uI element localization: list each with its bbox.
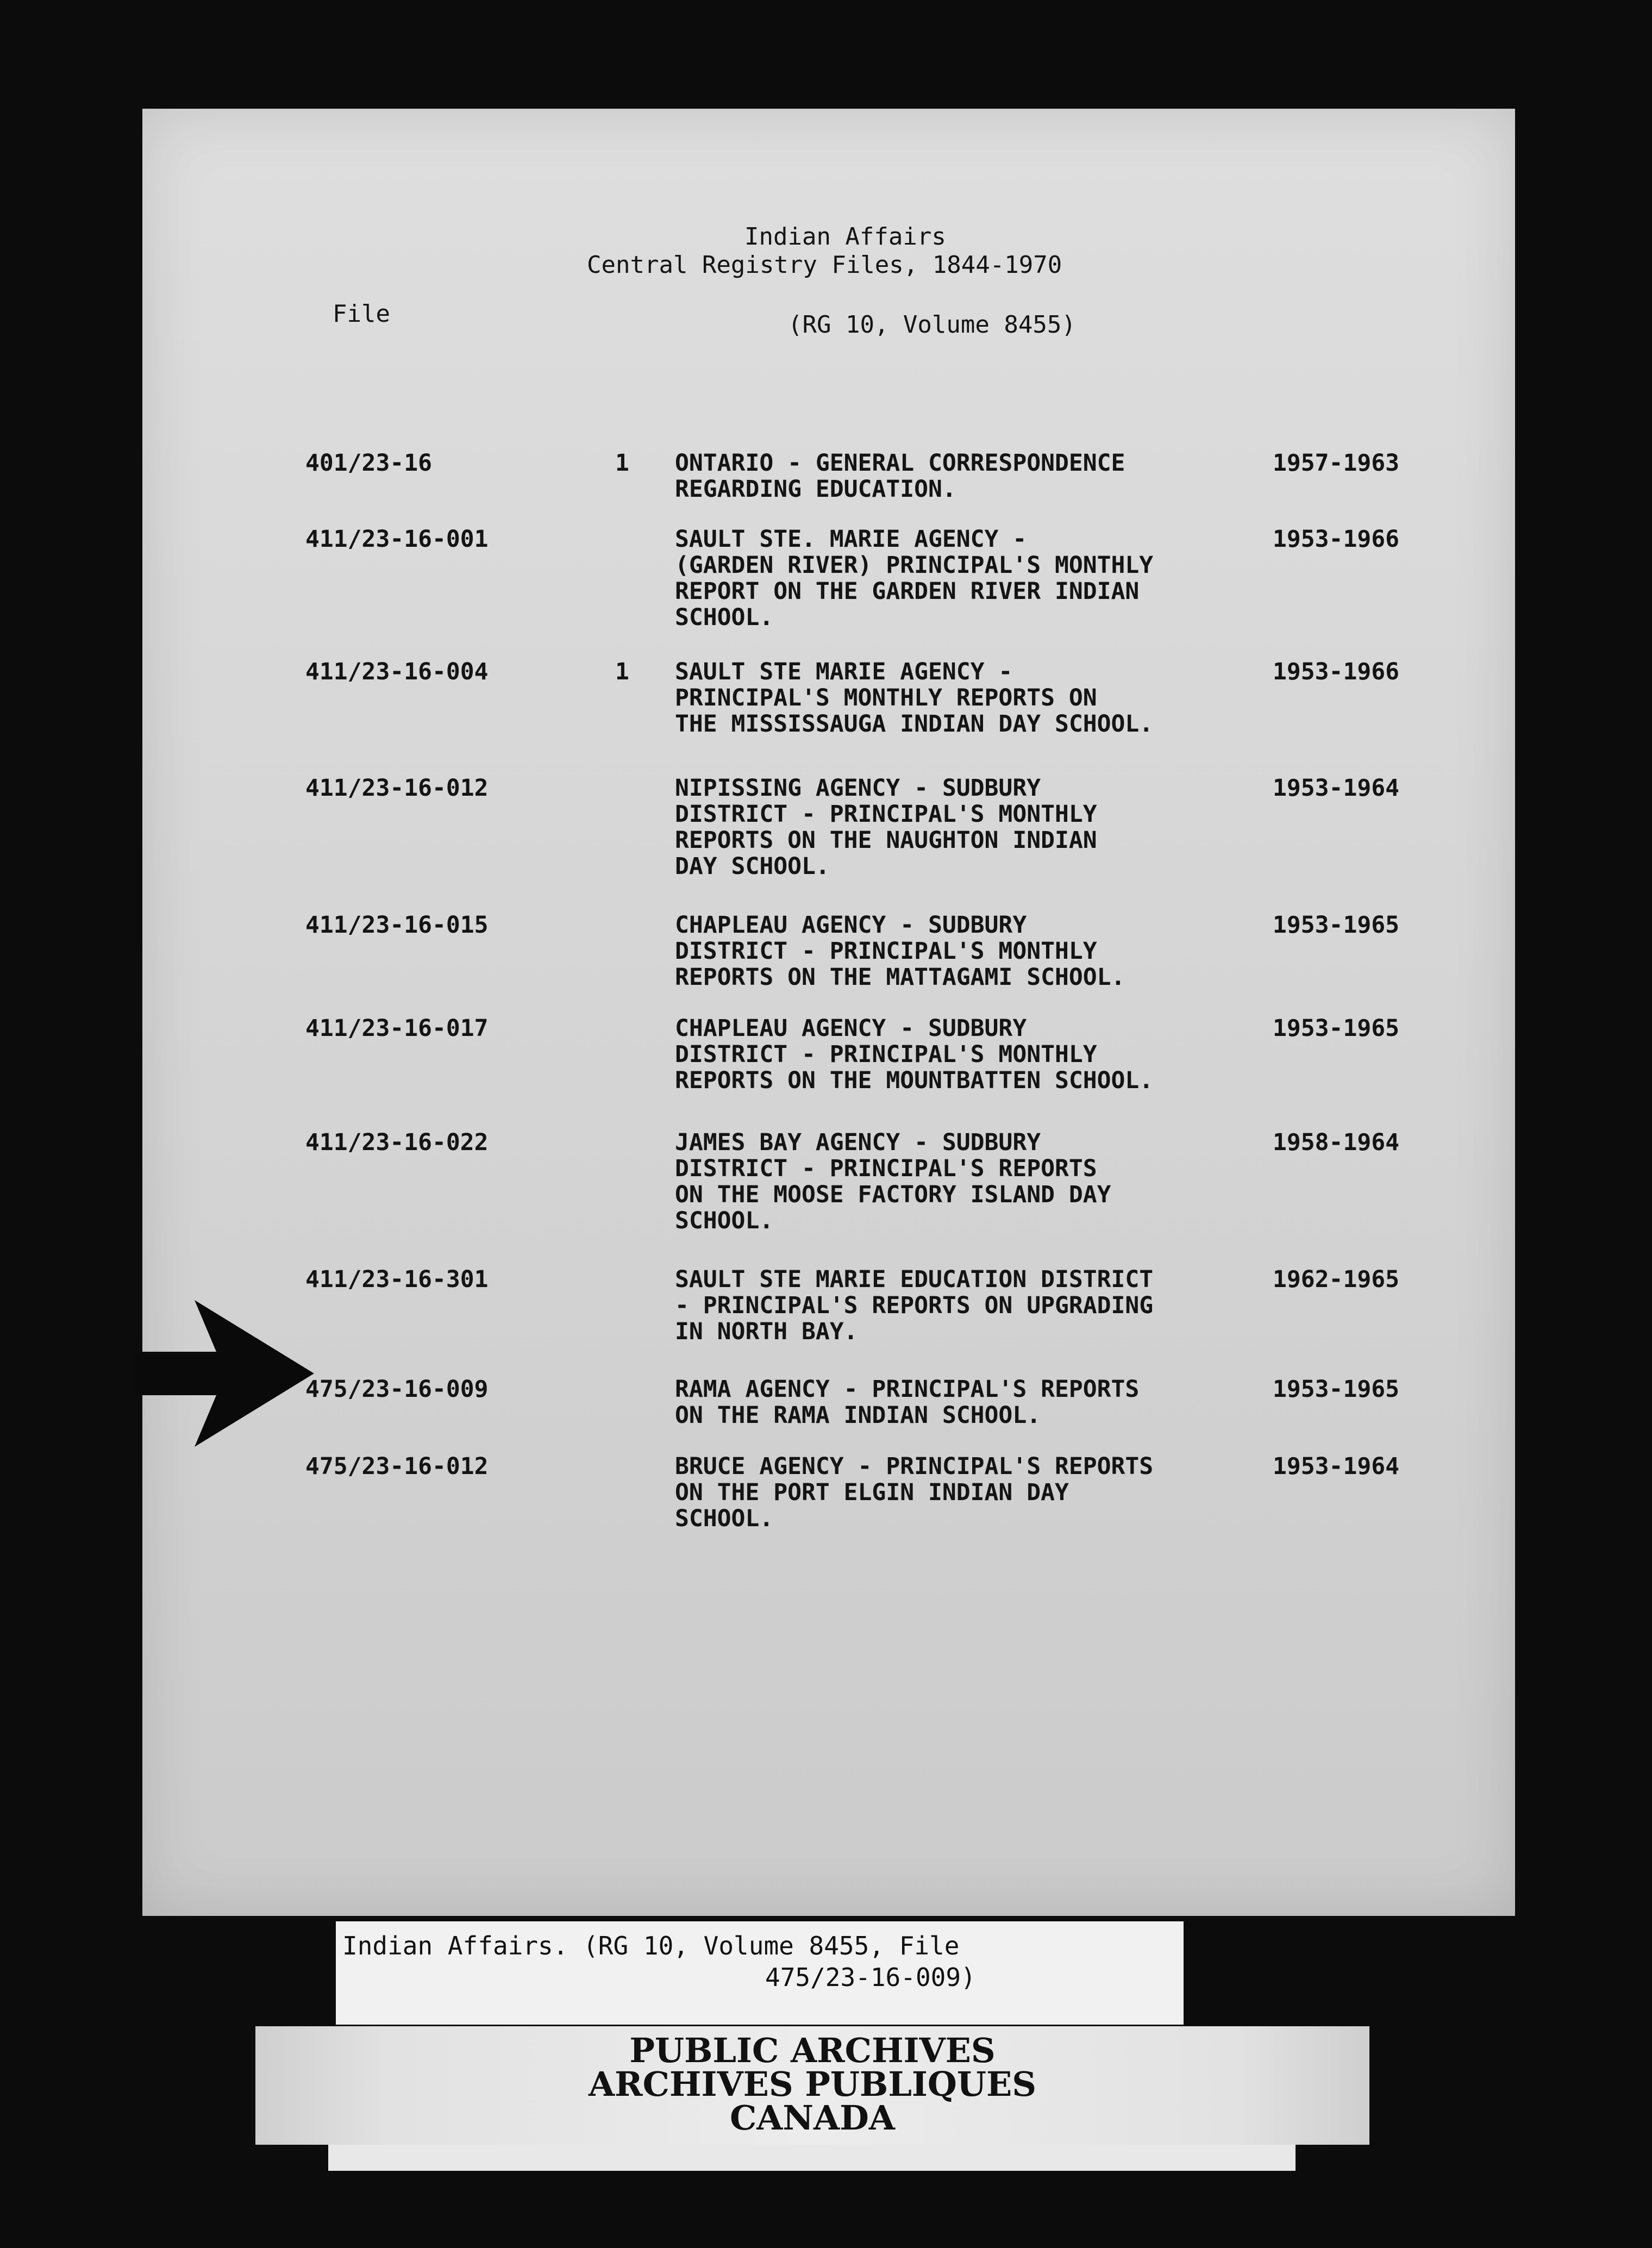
file-description: SAULT STE. MARIE AGENCY - (GARDEN RIVER) PRINCIPAL'S MONTHLY REPORT ON THE GARDEN RIVER INDIAN SCHOOL. (675, 526, 1154, 631)
date-range: 1958-1964 (1273, 1129, 1399, 1156)
date-range: 1953-1964 (1273, 775, 1399, 802)
file-number: 411/23-16-017 (305, 1015, 489, 1042)
date-range: 1953-1965 (1273, 1015, 1399, 1042)
file-column-label: File (333, 300, 390, 328)
header-title: Indian Affairs (744, 223, 946, 251)
date-range: 1953-1965 (1273, 911, 1399, 939)
catalog-label (336, 1921, 1184, 2025)
date-range: 1953-1966 (1273, 658, 1399, 685)
header-subtitle: Central Registry Files, 1844-1970 (587, 251, 1062, 279)
file-number: 411/23-16-301 (305, 1266, 489, 1293)
file-number: 411/23-16-012 (305, 775, 489, 802)
file-description: RAMA AGENCY - PRINCIPAL'S REPORTS ON THE RAMA INDIAN SCHOOL. (675, 1376, 1140, 1429)
catalog-label-line1: Indian Affairs. (RG 10, Volume 8455, File (342, 1931, 960, 1960)
file-number: 411/23-16-004 (305, 658, 489, 685)
stamp-line2: ARCHIVES PUBLIQUES (588, 2064, 1037, 2104)
catalog-label-line2: 475/23-16-009) (765, 1963, 976, 1992)
stamp-line1: PUBLIC ARCHIVES (629, 2031, 996, 2070)
volume-number: 1 (615, 658, 629, 685)
file-number: 411/23-16-001 (305, 526, 489, 553)
file-description: JAMES BAY AGENCY - SUDBURY DISTRICT - PRINCIPAL'S REPORTS ON THE MOOSE FACTORY ISLAND DAY SCHOOL. (675, 1129, 1111, 1234)
file-number: 411/23-16-015 (305, 911, 489, 939)
date-range: 1962-1965 (1273, 1266, 1399, 1293)
volume-number: 1 (615, 449, 629, 477)
file-description: CHAPLEAU AGENCY - SUDBURY DISTRICT - PRINCIPAL'S MONTHLY REPORTS ON THE MOUNTBATTEN SCHOOL. (675, 1015, 1154, 1094)
file-description: BRUCE AGENCY - PRINCIPAL'S REPORTS ON THE PORT ELGIN INDIAN DAY SCHOOL. (675, 1453, 1154, 1532)
stamp-line3: CANADA (729, 2098, 896, 2138)
file-number: 401/23-16 (305, 449, 432, 477)
document-page (142, 109, 1515, 1916)
bottom-strip (328, 2145, 1296, 2171)
date-range: 1957-1963 (1273, 449, 1399, 477)
file-description: SAULT STE MARIE AGENCY - PRINCIPAL'S MONTHLY REPORTS ON THE MISSISSAUGA INDIAN DAY SCHOOL. (675, 658, 1154, 738)
file-number: 411/23-16-022 (305, 1129, 489, 1156)
file-number: 475/23-16-012 (305, 1453, 489, 1480)
file-description: ONTARIO - GENERAL CORRESPONDENCE REGARDING EDUCATION. (675, 449, 1125, 503)
arrow-right-icon (135, 1300, 314, 1447)
date-range: 1953-1965 (1273, 1376, 1399, 1403)
date-range: 1953-1966 (1273, 526, 1399, 553)
file-description: NIPISSING AGENCY - SUDBURY DISTRICT - PRINCIPAL'S MONTHLY REPORTS ON THE NAUGHTON INDIAN DAY SCHOOL. (675, 775, 1097, 880)
file-description: CHAPLEAU AGENCY - SUDBURY DISTRICT - PRINCIPAL'S MONTHLY REPORTS ON THE MATTAGAMI SCHOOL. (675, 911, 1125, 991)
file-description: SAULT STE MARIE EDUCATION DISTRICT - PRINCIPAL'S REPORTS ON UPGRADING IN NORTH BAY. (675, 1266, 1154, 1345)
volume-reference: (RG 10, Volume 8455) (788, 311, 1076, 339)
archives-stamp (255, 2026, 1369, 2145)
file-number: 475/23-16-009 (305, 1376, 489, 1403)
date-range: 1953-1964 (1273, 1453, 1399, 1480)
